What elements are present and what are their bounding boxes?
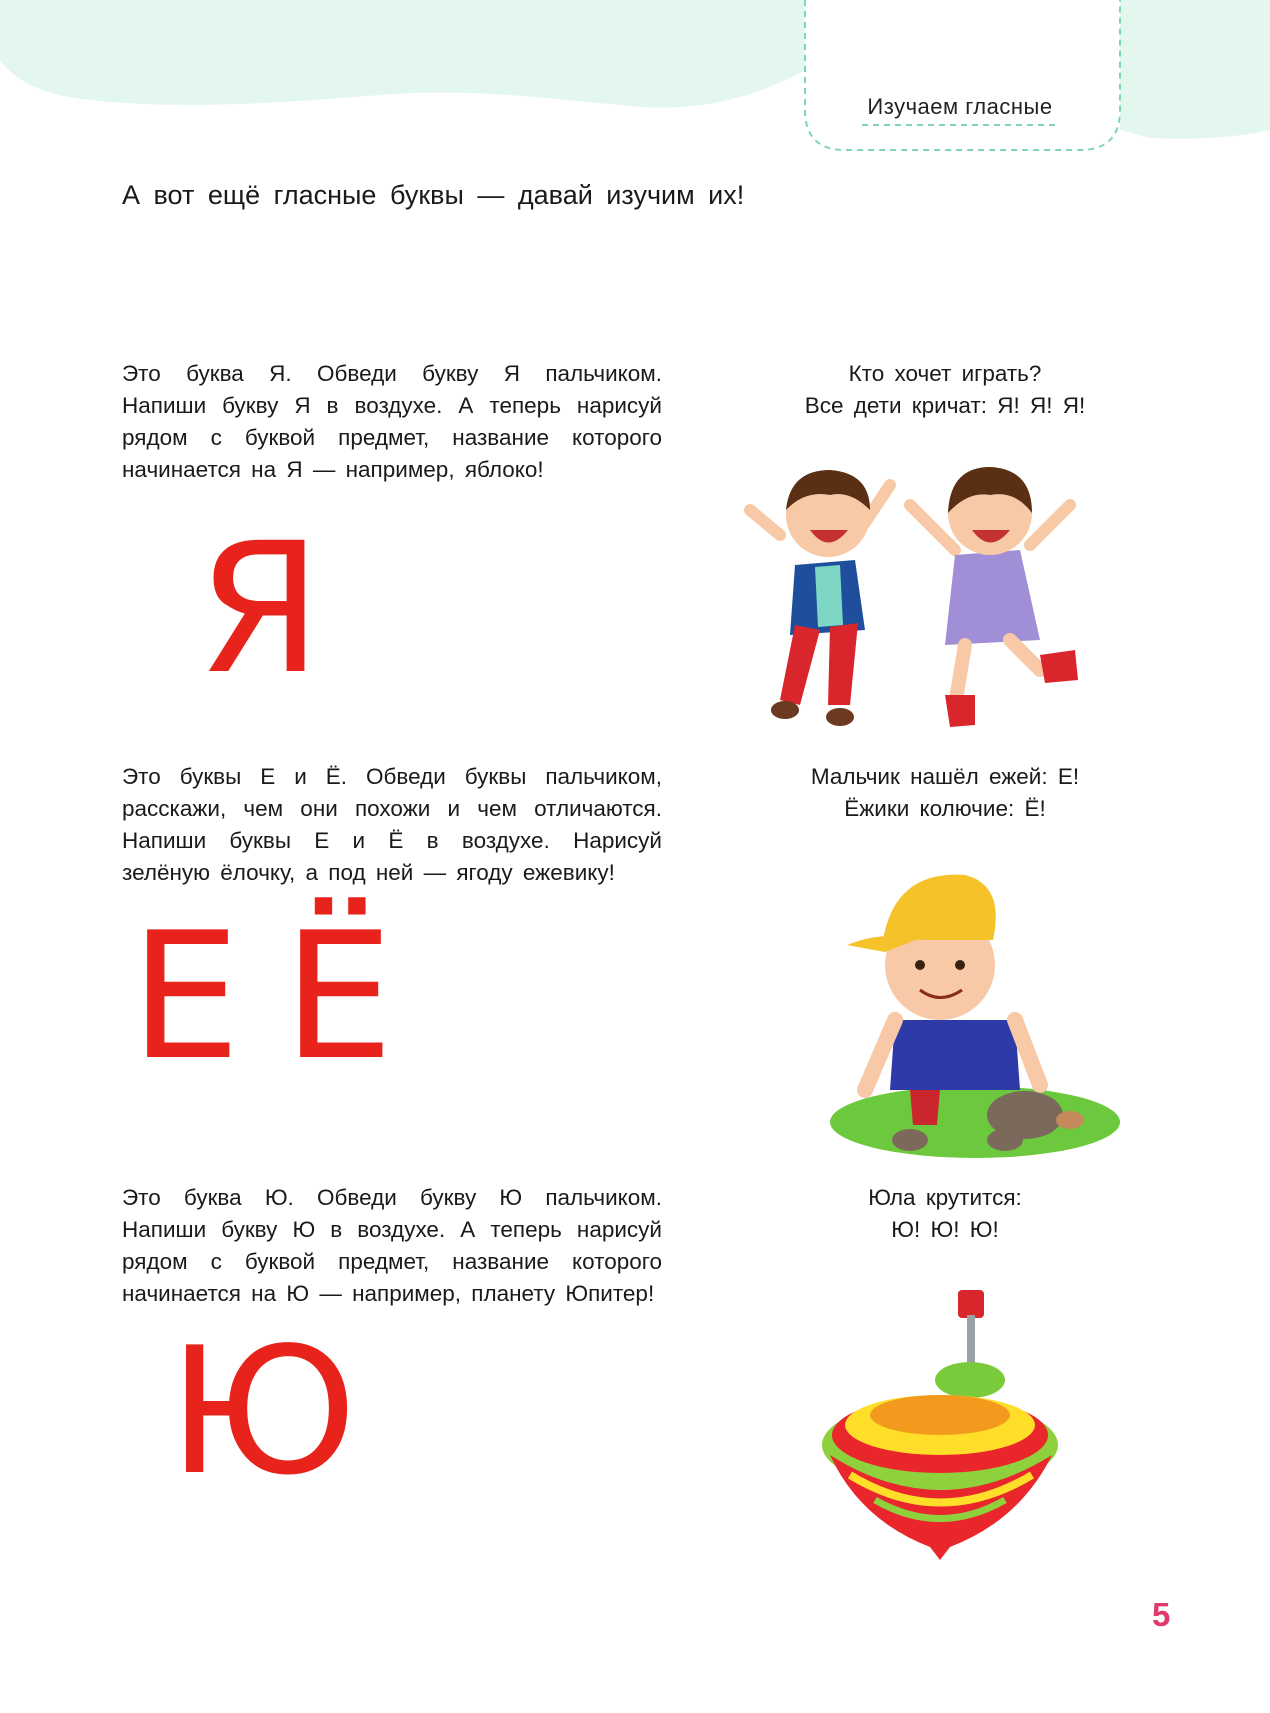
big-letter-yu: Ю <box>168 1311 357 1514</box>
rhyme-yu <box>735 1182 1155 1246</box>
rhyme-yu-line-1: Юла крутится: <box>868 1185 1022 1210</box>
rhyme-ye-yo-line-2: Ёжики колючие: Ё! <box>844 796 1046 821</box>
paragraph-yu: Это буква Ю. Обведи букву Ю пальчиком. Напиши букву Ю в воздухе. А теперь нарисуй рядом с буквой предмет, название которого начинается на Ю — например, планету Юпитер! <box>122 1185 662 1306</box>
boy-with-hedgehogs-illustration <box>825 850 1125 1160</box>
rhyme-ye-yo-line-1: Мальчик нашёл ежей: Е! <box>810 764 1080 789</box>
paragraph-ye-yo: Это буквы Е и Ё. Обведи буквы пальчиком, расскажи, чем они похожи и чем отличаются. Напиши буквы Е и Ё в воздухе. Нарисуй зелёную ёлочку, а под ней — ягоду ежевику! <box>122 764 662 885</box>
rhyme-ya-line-2: Все дети кричат: Я! Я! Я! <box>804 393 1086 418</box>
rhyme-ya <box>735 358 1155 422</box>
jumping-kids-illustration <box>740 455 1130 745</box>
header-decoration <box>0 0 1270 160</box>
rhyme-ya-line-1: Кто хочет играть? <box>848 361 1042 386</box>
spinning-top-illustration <box>820 1285 1070 1565</box>
rhyme-yu-line-2: Ю! Ю! Ю! <box>891 1217 999 1242</box>
big-letter-ye: Е <box>130 896 241 1099</box>
page-number: 5 <box>1152 1596 1171 1633</box>
intro-text: А вот ещё гласные буквы — давай изучим их! <box>122 180 745 210</box>
big-letter-yo: Ё <box>283 896 394 1099</box>
section-label: Изучаем гласные <box>867 94 1053 119</box>
big-letter-ya: Я <box>197 505 323 714</box>
paragraph-ya: Это буква Я. Обведи букву Я пальчиком. Напиши букву Я в воздухе. А теперь нарисуй рядом с буквой предмет, название которого начинается на Я — например, яблоко! <box>122 361 662 482</box>
rhyme-ye-yo <box>735 761 1155 825</box>
